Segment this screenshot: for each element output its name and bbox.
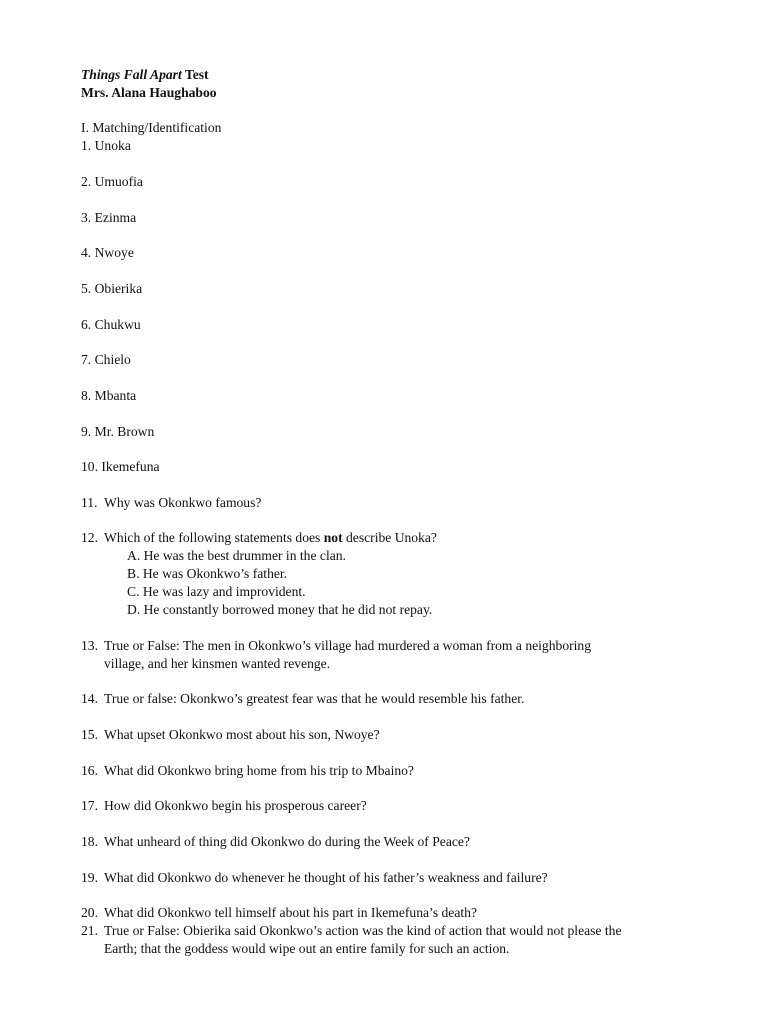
matching-item-1 xyxy=(81,137,131,155)
question-13-continued: village, and her kinsmen wanted revenge. xyxy=(104,656,331,671)
question-13 xyxy=(81,637,591,655)
item-text: Chielo xyxy=(94,352,131,367)
item-number: 5. xyxy=(81,281,92,296)
matching-item-2 xyxy=(81,173,143,191)
question-text: Why was Okonkwo famous? xyxy=(104,495,262,510)
choice-a: A. He was the best drummer in the clan. xyxy=(127,548,346,563)
question-text-pre: Which of the following statements does xyxy=(104,530,324,545)
item-text: Unoka xyxy=(94,138,131,153)
question-text: What did Okonkwo bring home from his trip to Mbaino? xyxy=(104,763,414,778)
question-text: True or False: Obierika said Okonkwo’s action was the kind of action that would not please the xyxy=(104,923,622,938)
item-text: Obierika xyxy=(94,281,143,296)
question-text: What did Okonkwo do whenever he thought of his father’s weakness and failure? xyxy=(104,870,548,885)
item-text: Ikemefuna xyxy=(101,459,160,474)
item-text: Nwoye xyxy=(94,245,134,260)
question-number: 16. xyxy=(81,763,98,778)
question-number: 19. xyxy=(81,870,98,885)
choice-b: B. He was Okonkwo’s father. xyxy=(127,566,288,581)
question-21-continued: Earth; that the goddess would wipe out an entire family for such an action. xyxy=(104,941,510,956)
question-15 xyxy=(81,726,380,744)
question-number: 14. xyxy=(81,691,98,706)
question-18 xyxy=(81,833,470,851)
teacher-name: Mrs. Alana Haughaboo xyxy=(81,85,217,100)
item-text: Mr. Brown xyxy=(94,424,155,439)
question-17 xyxy=(81,797,367,815)
choice-d: D. He constantly borrowed money that he did not repay. xyxy=(127,602,433,617)
item-text: Umuofia xyxy=(94,174,143,189)
book-title: Things Fall Apart xyxy=(81,67,182,82)
test-title xyxy=(81,66,209,84)
question-number: 12. xyxy=(81,530,98,545)
item-number: 3. xyxy=(81,210,92,225)
item-text: Ezinma xyxy=(94,210,137,225)
question-number: 13. xyxy=(81,638,98,653)
matching-item-7 xyxy=(81,351,131,369)
question-text-post: describe Unoka? xyxy=(342,530,437,545)
question-text: True or false: Okonkwo’s greatest fear was that he would resemble his father. xyxy=(104,691,525,706)
question-number: 11. xyxy=(81,495,98,510)
question-emphasis: not xyxy=(323,530,343,545)
title-suffix: Test xyxy=(181,67,209,82)
item-number: 2. xyxy=(81,174,92,189)
question-14 xyxy=(81,690,524,708)
question-text: True or False: The men in Okonkwo’s village had murdered a woman from a neighboring xyxy=(104,638,592,653)
question-16 xyxy=(81,762,414,780)
item-text: Chukwu xyxy=(94,317,141,332)
matching-item-6 xyxy=(81,316,141,334)
item-number: 6. xyxy=(81,317,92,332)
question-19 xyxy=(81,869,548,887)
matching-item-9 xyxy=(81,423,154,441)
question-text: How did Okonkwo begin his prosperous career? xyxy=(104,798,367,813)
question-20 xyxy=(81,904,477,922)
question-number: 17. xyxy=(81,798,98,813)
item-number: 4. xyxy=(81,245,92,260)
item-number: 8. xyxy=(81,388,92,403)
matching-item-10 xyxy=(81,458,160,476)
question-number: 20. xyxy=(81,905,98,920)
matching-item-3 xyxy=(81,209,136,227)
section-heading: I. Matching/Identification xyxy=(81,120,222,135)
question-12 xyxy=(81,529,437,547)
question-text: What unheard of thing did Okonkwo do during the Week of Peace? xyxy=(104,834,470,849)
matching-item-8 xyxy=(81,387,136,405)
item-number: 10. xyxy=(81,459,98,474)
question-text: What did Okonkwo tell himself about his part in Ikemefuna’s death? xyxy=(104,905,477,920)
question-text: What upset Okonkwo most about his son, Nwoye? xyxy=(104,727,380,742)
item-number: 1. xyxy=(81,138,92,153)
choice-c: C. He was lazy and improvident. xyxy=(127,584,306,599)
matching-item-5 xyxy=(81,280,142,298)
item-text: Mbanta xyxy=(94,388,137,403)
question-11 xyxy=(81,494,261,512)
item-number: 7. xyxy=(81,352,92,367)
matching-item-4 xyxy=(81,244,134,262)
item-number: 9. xyxy=(81,424,92,439)
question-number: 15. xyxy=(81,727,98,742)
question-21 xyxy=(81,922,621,940)
question-number: 18. xyxy=(81,834,98,849)
question-number: 21. xyxy=(81,923,98,938)
